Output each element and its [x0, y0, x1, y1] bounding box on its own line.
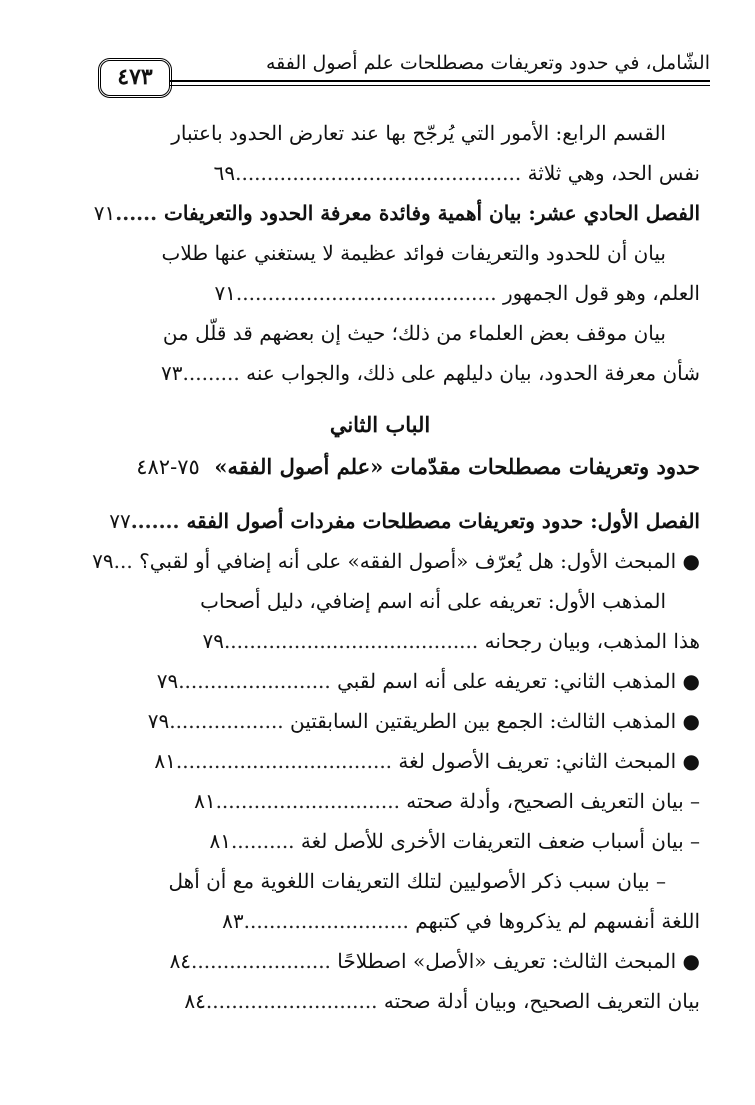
- toc-line: بيان التعريف الصحيح، وبيان أدلة صحته ...........................٨٤: [184, 989, 700, 1013]
- toc-line: اللغة أنفسهم لم يذكروها في كتبهم ..........................٨٣: [222, 909, 700, 933]
- toc-line: بيان موقف بعض العلماء من ذلك؛ حيث إن بعضهم قد قلّل من: [162, 321, 666, 345]
- running-title: الشّامل، في حدود وتعريفات مصطلحات علم أصول الفقه: [266, 52, 710, 74]
- toc-line: هذا المذهب، وبيان رجحانه ........................................٧٩: [202, 629, 700, 653]
- toc-line: ● المذهب الثاني: تعريفه على أنه اسم لقبي ........................٧٩: [156, 669, 700, 693]
- toc-chapter-line: الفصل الحادي عشر: بيان أهمية وفائدة معرفة الحدود والتعريفات ......٧١: [93, 201, 700, 225]
- toc-line: ● المبحث الثالث: تعريف «الأصل» اصطلاحًا ......................٨٤: [169, 949, 700, 973]
- toc-line: العلم، وهو قول الجمهور .........................................٧١: [214, 281, 700, 305]
- toc-line: ● المبحث الأول: هل يُعرّف «أصول الفقه» على أنه إضافي أو لقبي؟ ...٧٩: [92, 549, 700, 573]
- section-subheading: حدود وتعريفات مصطلحات مقدّمات «علم أصول الفقه» ٧٥-٤٨٢: [136, 454, 700, 479]
- header-rule: [170, 80, 710, 82]
- toc-line: – بيان سبب ذكر الأصوليين لتلك التعريفات اللغوية مع أن أهل: [168, 869, 666, 893]
- toc-chapter-line: الفصل الأول: حدود وتعريفات مصطلحات مفردات أصول الفقه .......٧٧: [109, 509, 700, 533]
- toc-line: – بيان أسباب ضعف التعريفات الأخرى للأصل لغة ..........٨١: [209, 829, 700, 853]
- toc-line: بيان أن للحدود والتعريفات فوائد عظيمة لا يستغني عنها طلاب: [161, 241, 666, 265]
- toc-line: شأن معرفة الحدود، بيان دليلهم على ذلك، والجواب عنه .........٧٣: [161, 361, 700, 385]
- toc-line: ● المبحث الثاني: تعريف الأصول لغة ..................................٨١: [154, 749, 700, 773]
- section-heading: الباب الثاني: [329, 412, 431, 437]
- toc-line: ● المذهب الثالث: الجمع بين الطريقتين السابقتين ..................٧٩: [147, 709, 700, 733]
- page-header: [60, 40, 710, 96]
- toc-line: نفس الحد، وهي ثلاثة .............................................٦٩: [213, 161, 700, 185]
- toc-line: المذهب الأول: تعريفه على أنه اسم إضافي، دليل أصحاب: [200, 589, 666, 613]
- toc-line: القسم الرابع: الأمور التي يُرجّح بها عند تعارض الحدود باعتبار: [171, 121, 666, 145]
- header-rule-thin: [170, 85, 710, 86]
- page-number: ٤٧٣: [98, 58, 172, 98]
- toc-line: – بيان التعريف الصحيح، وأدلة صحته .............................٨١: [194, 789, 700, 813]
